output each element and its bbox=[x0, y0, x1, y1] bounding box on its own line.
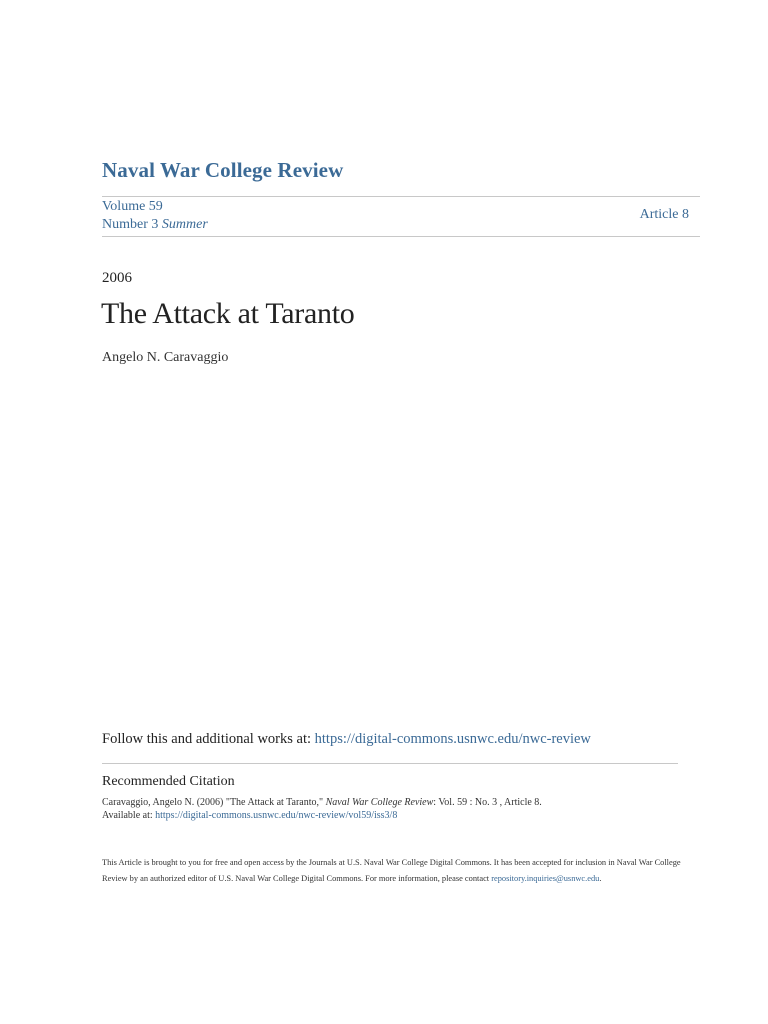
contact-email-link[interactable]: repository.inquiries@usnwc.edu bbox=[491, 873, 600, 883]
follow-url-link[interactable]: https://digital-commons.usnwc.edu/nwc-review bbox=[314, 731, 591, 747]
access-notice bbox=[102, 855, 682, 886]
issue-volume-link[interactable]: Volume 59 bbox=[102, 199, 163, 214]
citation-url-link[interactable]: https://digital-commons.usnwc.edu/nwc-review/vol59/iss3/8 bbox=[155, 810, 398, 821]
citation-rule bbox=[102, 763, 678, 764]
journal-title[interactable]: Naval War College Review bbox=[102, 158, 344, 182]
citation-available bbox=[102, 810, 397, 821]
citation-journal: Naval War College Review bbox=[325, 797, 434, 808]
header-top-rule bbox=[102, 196, 700, 197]
issue-number-link[interactable] bbox=[102, 217, 208, 233]
publication-year: 2006 bbox=[102, 270, 132, 286]
follow-prefix: Follow this and additional works at: bbox=[102, 731, 312, 747]
follow-line bbox=[102, 731, 591, 748]
header-bottom-rule bbox=[102, 236, 700, 237]
issue-number-label: Number 3 bbox=[102, 217, 159, 232]
citation-suffix: : Vol. 59 : No. 3 , Article 8. bbox=[433, 797, 542, 808]
article-author: Angelo N. Caravaggio bbox=[102, 350, 229, 365]
citation-text bbox=[102, 797, 542, 808]
issue-season-label: Summer bbox=[161, 217, 208, 232]
article-number-link[interactable]: Article 8 bbox=[639, 207, 689, 222]
article-title: The Attack at Taranto bbox=[101, 297, 355, 330]
access-notice-end: . bbox=[599, 873, 602, 883]
access-notice-text: This Article is brought to you for free and open access by the Journals at U.S. Naval War College Digital Commons. It has been accepted for inclusion in Naval War College Review by an authorized editor of U.S. Naval War College Digital Commons. For more information, please contact bbox=[102, 858, 681, 883]
recommended-citation-heading: Recommended Citation bbox=[102, 774, 235, 789]
available-prefix: Available at: bbox=[102, 810, 153, 821]
citation-prefix: Caravaggio, Angelo N. (2006) "The Attack at Taranto," bbox=[102, 797, 324, 808]
